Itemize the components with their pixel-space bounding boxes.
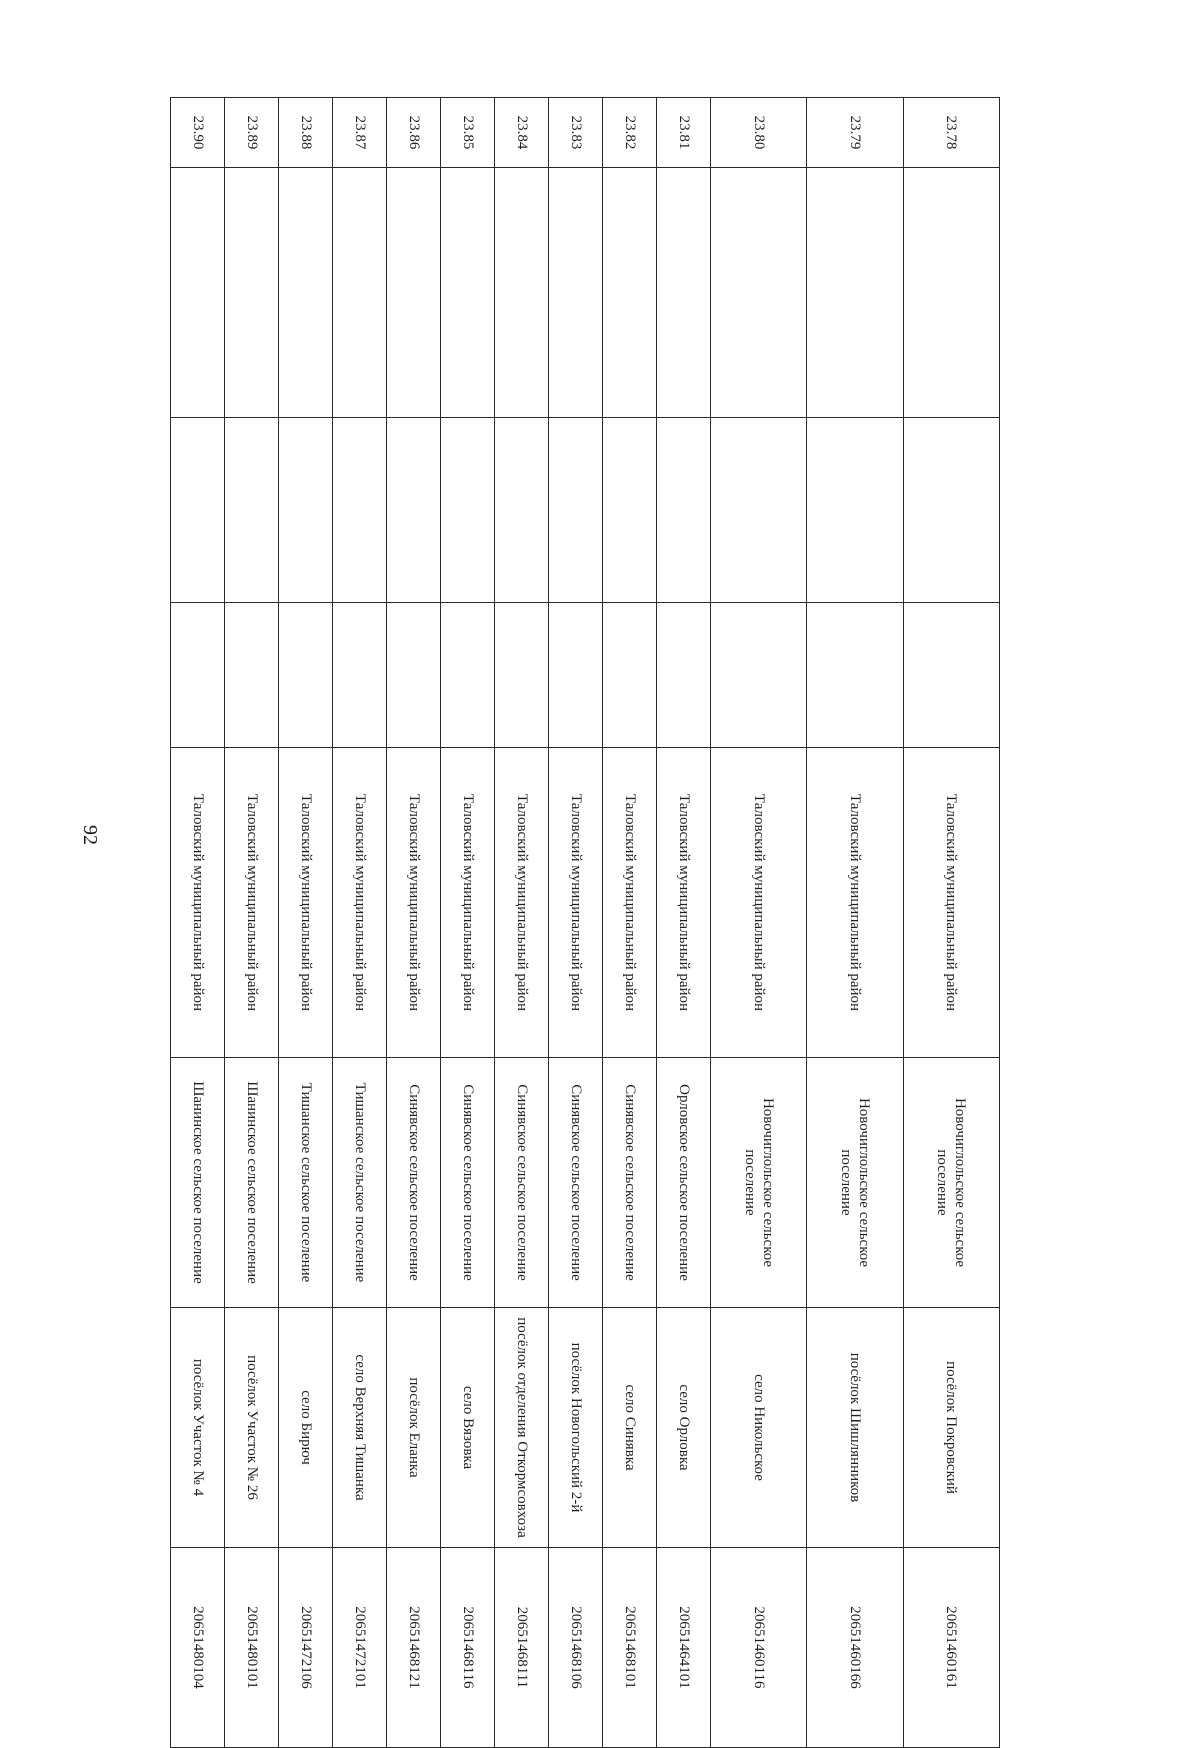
empty-cell (603, 603, 657, 748)
empty-cell (441, 603, 495, 748)
code-cell: 20651472106 (279, 1548, 333, 1748)
empty-cell (225, 418, 279, 603)
settlement-cell: Новочиглольское сельское поселение (711, 1058, 807, 1308)
settlement-cell: Синявское сельское поселение (387, 1058, 441, 1308)
code-cell: 20651460166 (807, 1548, 903, 1748)
settlement-table-container (170, 97, 1000, 1747)
empty-cell (279, 418, 333, 603)
place-cell: село Вязовка (441, 1308, 495, 1548)
table-row (603, 98, 657, 1748)
table-row (495, 98, 549, 1748)
settlement-cell: Шанинское сельское поселение (225, 1058, 279, 1308)
district-cell: Таловский муниципальный район (495, 748, 549, 1058)
settlement-cell: Тишанское сельское поселение (279, 1058, 333, 1308)
district-cell: Таловский муниципальный район (903, 748, 999, 1058)
code-cell: 20651472101 (333, 1548, 387, 1748)
code-cell: 20651468111 (495, 1548, 549, 1748)
empty-cell (225, 603, 279, 748)
row-number-cell: 23.82 (603, 98, 657, 168)
empty-cell (549, 168, 603, 418)
table-row (711, 98, 807, 1748)
row-number-cell: 23.84 (495, 98, 549, 168)
row-number-cell: 23.79 (807, 98, 903, 168)
table-row (903, 98, 999, 1748)
code-cell: 20651460116 (711, 1548, 807, 1748)
empty-cell (441, 168, 495, 418)
table-body (171, 98, 1000, 1748)
row-number-cell: 23.85 (441, 98, 495, 168)
place-cell: посёлок отделения Откормсовхоза (495, 1308, 549, 1548)
empty-cell (333, 168, 387, 418)
code-cell: 20651464101 (657, 1548, 711, 1748)
district-cell: Таловский муниципальный район (711, 748, 807, 1058)
row-number-cell: 23.80 (711, 98, 807, 168)
district-cell: Таловский муниципальный район (333, 748, 387, 1058)
row-number-cell: 23.88 (279, 98, 333, 168)
code-cell: 20651468106 (549, 1548, 603, 1748)
place-cell: посёлок Еланка (387, 1308, 441, 1548)
empty-cell (495, 168, 549, 418)
empty-cell (603, 418, 657, 603)
empty-cell (711, 418, 807, 603)
empty-cell (657, 603, 711, 748)
district-cell: Таловский муниципальный район (279, 748, 333, 1058)
empty-cell (657, 418, 711, 603)
empty-cell (495, 418, 549, 603)
table-row (549, 98, 603, 1748)
district-cell: Таловский муниципальный район (225, 748, 279, 1058)
settlement-cell: Синявское сельское поселение (549, 1058, 603, 1308)
empty-cell (903, 168, 999, 418)
empty-cell (903, 603, 999, 748)
settlement-cell: Новочиглольское сельское поселение (807, 1058, 903, 1308)
district-cell: Таловский муниципальный район (603, 748, 657, 1058)
empty-cell (387, 168, 441, 418)
code-cell: 20651468116 (441, 1548, 495, 1748)
empty-cell (549, 603, 603, 748)
empty-cell (903, 418, 999, 603)
place-cell: село Синявка (603, 1308, 657, 1548)
empty-cell (807, 418, 903, 603)
empty-cell (711, 168, 807, 418)
empty-cell (171, 418, 225, 603)
row-number-cell: 23.86 (387, 98, 441, 168)
row-number-cell: 23.90 (171, 98, 225, 168)
table-row (333, 98, 387, 1748)
empty-cell (387, 418, 441, 603)
row-number-cell: 23.89 (225, 98, 279, 168)
district-cell: Таловский муниципальный район (549, 748, 603, 1058)
empty-cell (807, 168, 903, 418)
empty-cell (171, 168, 225, 418)
page-number: 92 (79, 825, 101, 845)
district-cell: Таловский муниципальный район (171, 748, 225, 1058)
empty-cell (279, 168, 333, 418)
place-cell: село Бирюч (279, 1308, 333, 1548)
settlement-cell: Синявское сельское поселение (495, 1058, 549, 1308)
empty-cell (279, 603, 333, 748)
row-number-cell: 23.81 (657, 98, 711, 168)
settlement-cell: Тишанское сельское поселение (333, 1058, 387, 1308)
row-number-cell: 23.83 (549, 98, 603, 168)
place-cell: посёлок Участок № 4 (171, 1308, 225, 1548)
place-cell: село Никольское (711, 1308, 807, 1548)
empty-cell (333, 418, 387, 603)
district-cell: Таловский муниципальный район (657, 748, 711, 1058)
district-cell: Таловский муниципальный район (441, 748, 495, 1058)
table-row (807, 98, 903, 1748)
table-row (171, 98, 225, 1748)
table-row (387, 98, 441, 1748)
empty-cell (495, 603, 549, 748)
place-cell: посёлок Шишлянников (807, 1308, 903, 1548)
table-row (657, 98, 711, 1748)
empty-cell (441, 418, 495, 603)
code-cell: 20651460161 (903, 1548, 999, 1748)
district-cell: Таловский муниципальный район (387, 748, 441, 1058)
code-cell: 20651480101 (225, 1548, 279, 1748)
settlement-cell: Синявское сельское поселение (441, 1058, 495, 1308)
district-cell: Таловский муниципальный район (807, 748, 903, 1058)
empty-cell (603, 168, 657, 418)
empty-cell (171, 603, 225, 748)
place-cell: село Орловка (657, 1308, 711, 1548)
settlement-cell: Синявское сельское поселение (603, 1058, 657, 1308)
code-cell: 20651468101 (603, 1548, 657, 1748)
settlement-cell: Шанинское сельское поселение (171, 1058, 225, 1308)
empty-cell (711, 603, 807, 748)
row-number-cell: 23.87 (333, 98, 387, 168)
table-row (225, 98, 279, 1748)
empty-cell (387, 603, 441, 748)
code-cell: 20651480104 (171, 1548, 225, 1748)
table-row (279, 98, 333, 1748)
settlement-cell: Новочиглольское сельское поселение (903, 1058, 999, 1308)
settlement-table (170, 97, 1000, 1748)
place-cell: село Верхняя Тишанка (333, 1308, 387, 1548)
empty-cell (807, 603, 903, 748)
place-cell: посёлок Участок № 26 (225, 1308, 279, 1548)
empty-cell (657, 168, 711, 418)
row-number-cell: 23.78 (903, 98, 999, 168)
empty-cell (333, 603, 387, 748)
place-cell: посёлок Новогольский 2-й (549, 1308, 603, 1548)
empty-cell (549, 418, 603, 603)
settlement-cell: Орловское сельское поселение (657, 1058, 711, 1308)
empty-cell (225, 168, 279, 418)
code-cell: 20651468121 (387, 1548, 441, 1748)
place-cell: посёлок Покровский (903, 1308, 999, 1548)
table-row (441, 98, 495, 1748)
